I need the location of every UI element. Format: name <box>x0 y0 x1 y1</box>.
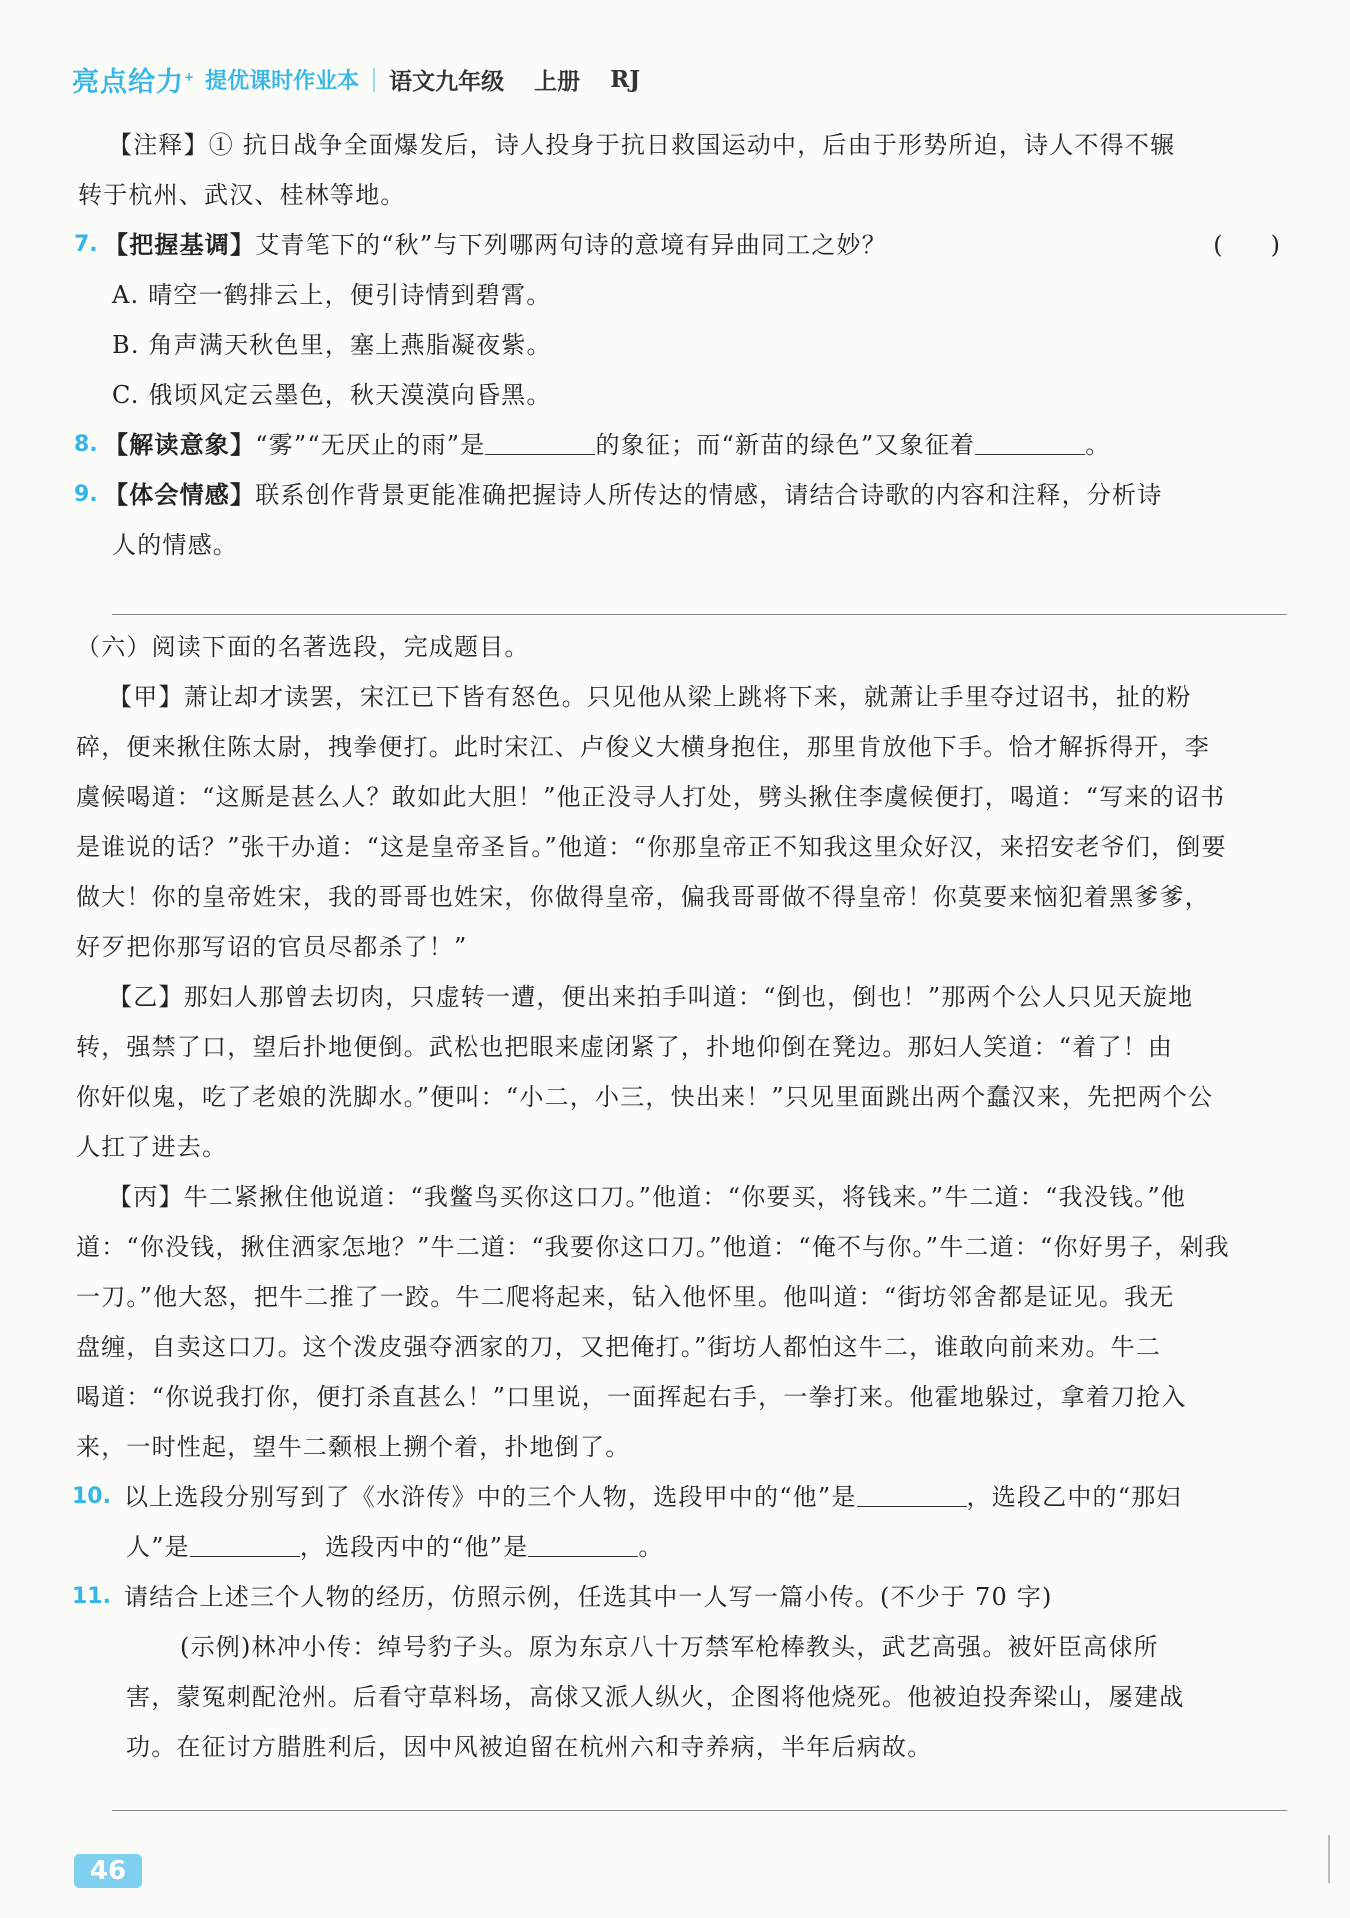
jia-line-6: 好歹把你那写诏的官员尽都杀了！” <box>76 933 468 961</box>
q7-text: 艾青笔下的“秋”与下列哪两句诗的意境有异曲同工之妙？ <box>255 231 887 259</box>
q11-example-line-2: 害，蒙冤刺配沧州。后看守草料场，高俅又派人纵火，企图将他烧死。他被迫投奔梁山，屡建战 <box>126 1683 1185 1711</box>
q7-option-a: A. 晴空一鹤排云上，便引诗情到碧霄。 <box>112 281 552 309</box>
grade-label: 语文九年级 <box>389 69 505 95</box>
q8-blank-1[interactable] <box>485 432 595 455</box>
note-line-2: 转于杭州、武汉、桂林等地。 <box>78 181 406 209</box>
q11-number: 11. <box>72 1584 111 1609</box>
series-title: 提优课时作业本 <box>205 69 360 94</box>
jia-line-3: 虞候喝道：“这厮是甚么人？敢如此大胆！”他正没寻人打处，劈头揪住李虞候便打，喝道：“写来的诏书 <box>76 783 1226 811</box>
bing-line-4: 盘缠，自卖这口刀。这个泼皮强夺洒家的刀，又把俺打。”街坊人都怕这牛二，谁敢向前来劝。牛二 <box>76 1333 1162 1361</box>
page-header <box>72 60 640 99</box>
q9-text-2: 人的情感。 <box>112 531 238 559</box>
q8-number: 8. <box>74 432 98 457</box>
q8-blank-2[interactable] <box>975 432 1085 455</box>
q10-text-4: ，选段丙中的“他”是 <box>299 1533 529 1561</box>
edition-label: RJ <box>610 66 641 93</box>
section6-title: （六）阅读下面的名著选段，完成题目。 <box>76 633 530 661</box>
page-edge-mark <box>1328 1835 1330 1883</box>
page-number-badge: 46 <box>74 1854 142 1888</box>
q9-number: 9. <box>74 482 98 507</box>
q7-number: 7. <box>74 232 98 257</box>
jia-line-5: 做大！你的皇帝姓宋，我的哥哥也姓宋，你做得皇帝，偏我哥哥做不得皇帝！你莫要来恼犯着黑爹爹， <box>76 883 1210 911</box>
q11-example-line-1: (示例)林冲小传：绰号豹子头。原为东京八十万禁军枪棒教头，武艺高强。被奸臣高俅所 <box>180 1633 1159 1661</box>
q11-answer-line[interactable] <box>112 1810 1287 1811</box>
note-line-1: 【注释】① 抗日战争全面爆发后，诗人投身于抗日救国运动中，后由于形势所迫，诗人不得不辗 <box>108 131 1176 159</box>
q8-text-3: 。 <box>1085 431 1111 459</box>
jia-line-4: 是谁说的话？”张干办道：“这是皇帝圣旨。”他道：“你那皇帝正不知我这里众好汉，来招安老爷们，倒要 <box>76 833 1227 861</box>
q10-blank-2[interactable] <box>190 1534 300 1557</box>
q9-answer-line[interactable] <box>112 614 1287 615</box>
yi-line-3: 你奸似鬼，吃了老娘的洗脚水。”便叫：“小二，小三，快出来！”只见里面跳出两个蠢汉来，先把两个公 <box>76 1083 1214 1111</box>
volume-label: 上册 <box>534 69 581 95</box>
bing-line-6: 来，一时性起，望牛二颡根上搠个着，扑地倒了。 <box>76 1433 631 1461</box>
q10-stem-1 <box>124 1480 1182 1514</box>
q8-stem <box>104 428 1110 462</box>
q9-tag: 【体会情感】 <box>104 481 256 509</box>
q10-text-2: ，选段乙中的“那妇 <box>966 1483 1182 1511</box>
q11-stem: 请结合上述三个人物的经历，仿照示例，任选其中一人写一篇小传。(不少于 70 字) <box>124 1583 1053 1611</box>
header-divider <box>373 68 375 92</box>
yi-line-4: 人扛了进去。 <box>76 1133 228 1161</box>
q10-text-3: 人”是 <box>126 1533 190 1561</box>
q10-blank-3[interactable] <box>528 1534 638 1557</box>
brand-logo: 亮点给力+ <box>72 67 196 98</box>
jia-line-2: 碎，便来揪住陈太尉，拽拳便打。此时宋江、卢俊义大横身抱住，那里肯放他下手。恰才解拆得开，李 <box>76 733 1210 761</box>
bing-line-1: 【丙】牛二紧揪住他说道：“我鳖鸟买你这口刀。”他道：“你要买，将钱来。”牛二道：“我没钱。”他 <box>108 1183 1187 1211</box>
q8-tag: 【解读意象】 <box>104 431 256 459</box>
q7-tag: 【把握基调】 <box>104 231 256 259</box>
bing-line-3: 一刀。”他大怒，把牛二推了一跤。牛二爬将起来，钻入他怀里。他叫道：“街坊邻舍都是证见。我无 <box>76 1283 1175 1311</box>
q10-blank-1[interactable] <box>857 1484 967 1507</box>
q9-text-1: 联系创作背景更能准确把握诗人所传达的情感，请结合诗歌的内容和注释，分析诗 <box>255 481 1163 509</box>
yi-line-1: 【乙】那妇人那曾去切肉，只虚转一遭，便出来拍手叫道：“倒也，倒也！”那两个公人只见天旋地 <box>108 983 1194 1011</box>
q9-stem <box>104 478 1162 512</box>
q10-stem-2 <box>126 1530 664 1564</box>
q10-text-1: 以上选段分别写到了《水浒传》中的三个人物，选段甲中的“他”是 <box>124 1483 857 1511</box>
bing-line-5: 喝道：“你说我打你，便打杀直甚么！”口里说，一面挥起右手，一拳打来。他霍地躲过，拿着刀抢入 <box>76 1383 1187 1411</box>
q10-number: 10. <box>72 1484 111 1509</box>
jia-line-1: 【甲】萧让却才读罢，宋江已下皆有怒色。只见他从梁上跳将下来，就萧让手里夺过诏书，扯的粉 <box>108 683 1192 711</box>
q7-answer-paren[interactable]: ( ) <box>1213 231 1280 259</box>
q10-text-5: 。 <box>638 1533 664 1561</box>
bing-line-2: 道：“你没钱，揪住洒家怎地？”牛二道：“我要你这口刀。”他道：“俺不与你。”牛二道：“你好男子，剁我 <box>76 1233 1230 1261</box>
q8-text-1: “雾”“无厌止的雨”是 <box>255 431 486 459</box>
q7-stem <box>104 228 887 262</box>
q7-option-c: C. 俄顷风定云墨色，秋天漠漠向昏黑。 <box>112 381 552 409</box>
q8-text-2: 的象征；而“新苗的绿色”又象征着 <box>595 431 976 459</box>
q11-example-line-3: 功。在征讨方腊胜利后，因中风被迫留在杭州六和寺养病，半年后病故。 <box>126 1733 933 1761</box>
yi-line-2: 转，强禁了口，望后扑地便倒。武松也把眼来虚闭紧了，扑地仰倒在凳边。那妇人笑道：“着了！由 <box>76 1033 1174 1061</box>
q7-option-b: B. 角声满天秋色里，塞上燕脂凝夜紫。 <box>112 331 552 359</box>
